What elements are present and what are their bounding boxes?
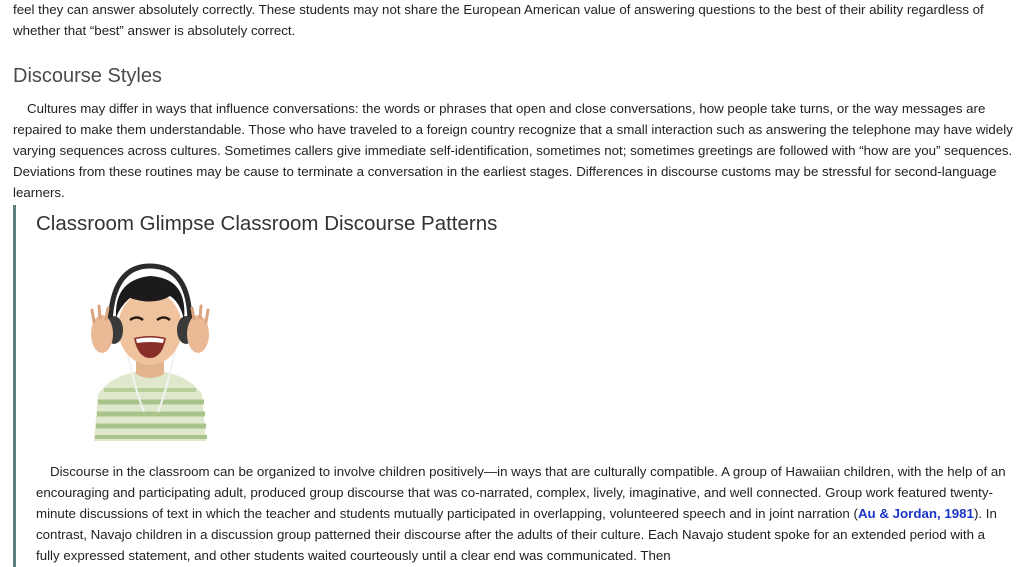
discourse-styles-heading: Discourse Styles <box>13 65 162 87</box>
classroom-glimpse-title: Classroom Glimpse Classroom Discourse Patterns <box>36 212 498 235</box>
intro-paragraph: feel they can answer absolutely correctly. These students may not share the European American value of answering questions to the best of their ability regardless of whether that “best” answer is absolutely correct. <box>13 2 984 38</box>
classroom-glimpse-box <box>13 205 1024 567</box>
child-with-headphones-photo <box>84 262 217 441</box>
glimpse-text-after-citation: ). In contrast, Navajo children in a discussion group patterned their discourse after the adults of their culture. Each Navajo student spoke for an extended period with a fully expressed statement, and other students waited courteously until a clear end was communicated. Then <box>36 506 997 563</box>
classroom-glimpse-paragraph <box>36 461 1006 566</box>
citation-link-au-jordan[interactable]: Au & Jordan, 1981 <box>857 506 974 521</box>
discourse-styles-paragraph: Cultures may differ in ways that influence conversations: the words or phrases that open and close conversations, how people take turns, or the way messages are repaired to make them understandable. Those who have traveled to a foreign country recognize that a small interaction such as answering the telephone may have widely varying sequences across cultures. Sometimes callers give immediate self-identification, sometimes not; sometimes greetings are followed with “how are you” sequences. Deviations from these routines may be cause to terminate a conversation in the earliest stages. Differences in discourse customs may be stressful for second-language learners. <box>13 101 1013 200</box>
glimpse-text-before-citation: Discourse in the classroom can be organized to involve children positively—in ways that are culturally compatible. A group of Hawaiian children, with the help of an encouraging and participating adult, produced group discourse that was co-narrated, complex, lively, imaginative, and well connected. Group work featured twenty-minute discussions of text in which the teacher and students mutually participated in overlapping, volunteered speech and in joint narration ( <box>36 464 1006 521</box>
